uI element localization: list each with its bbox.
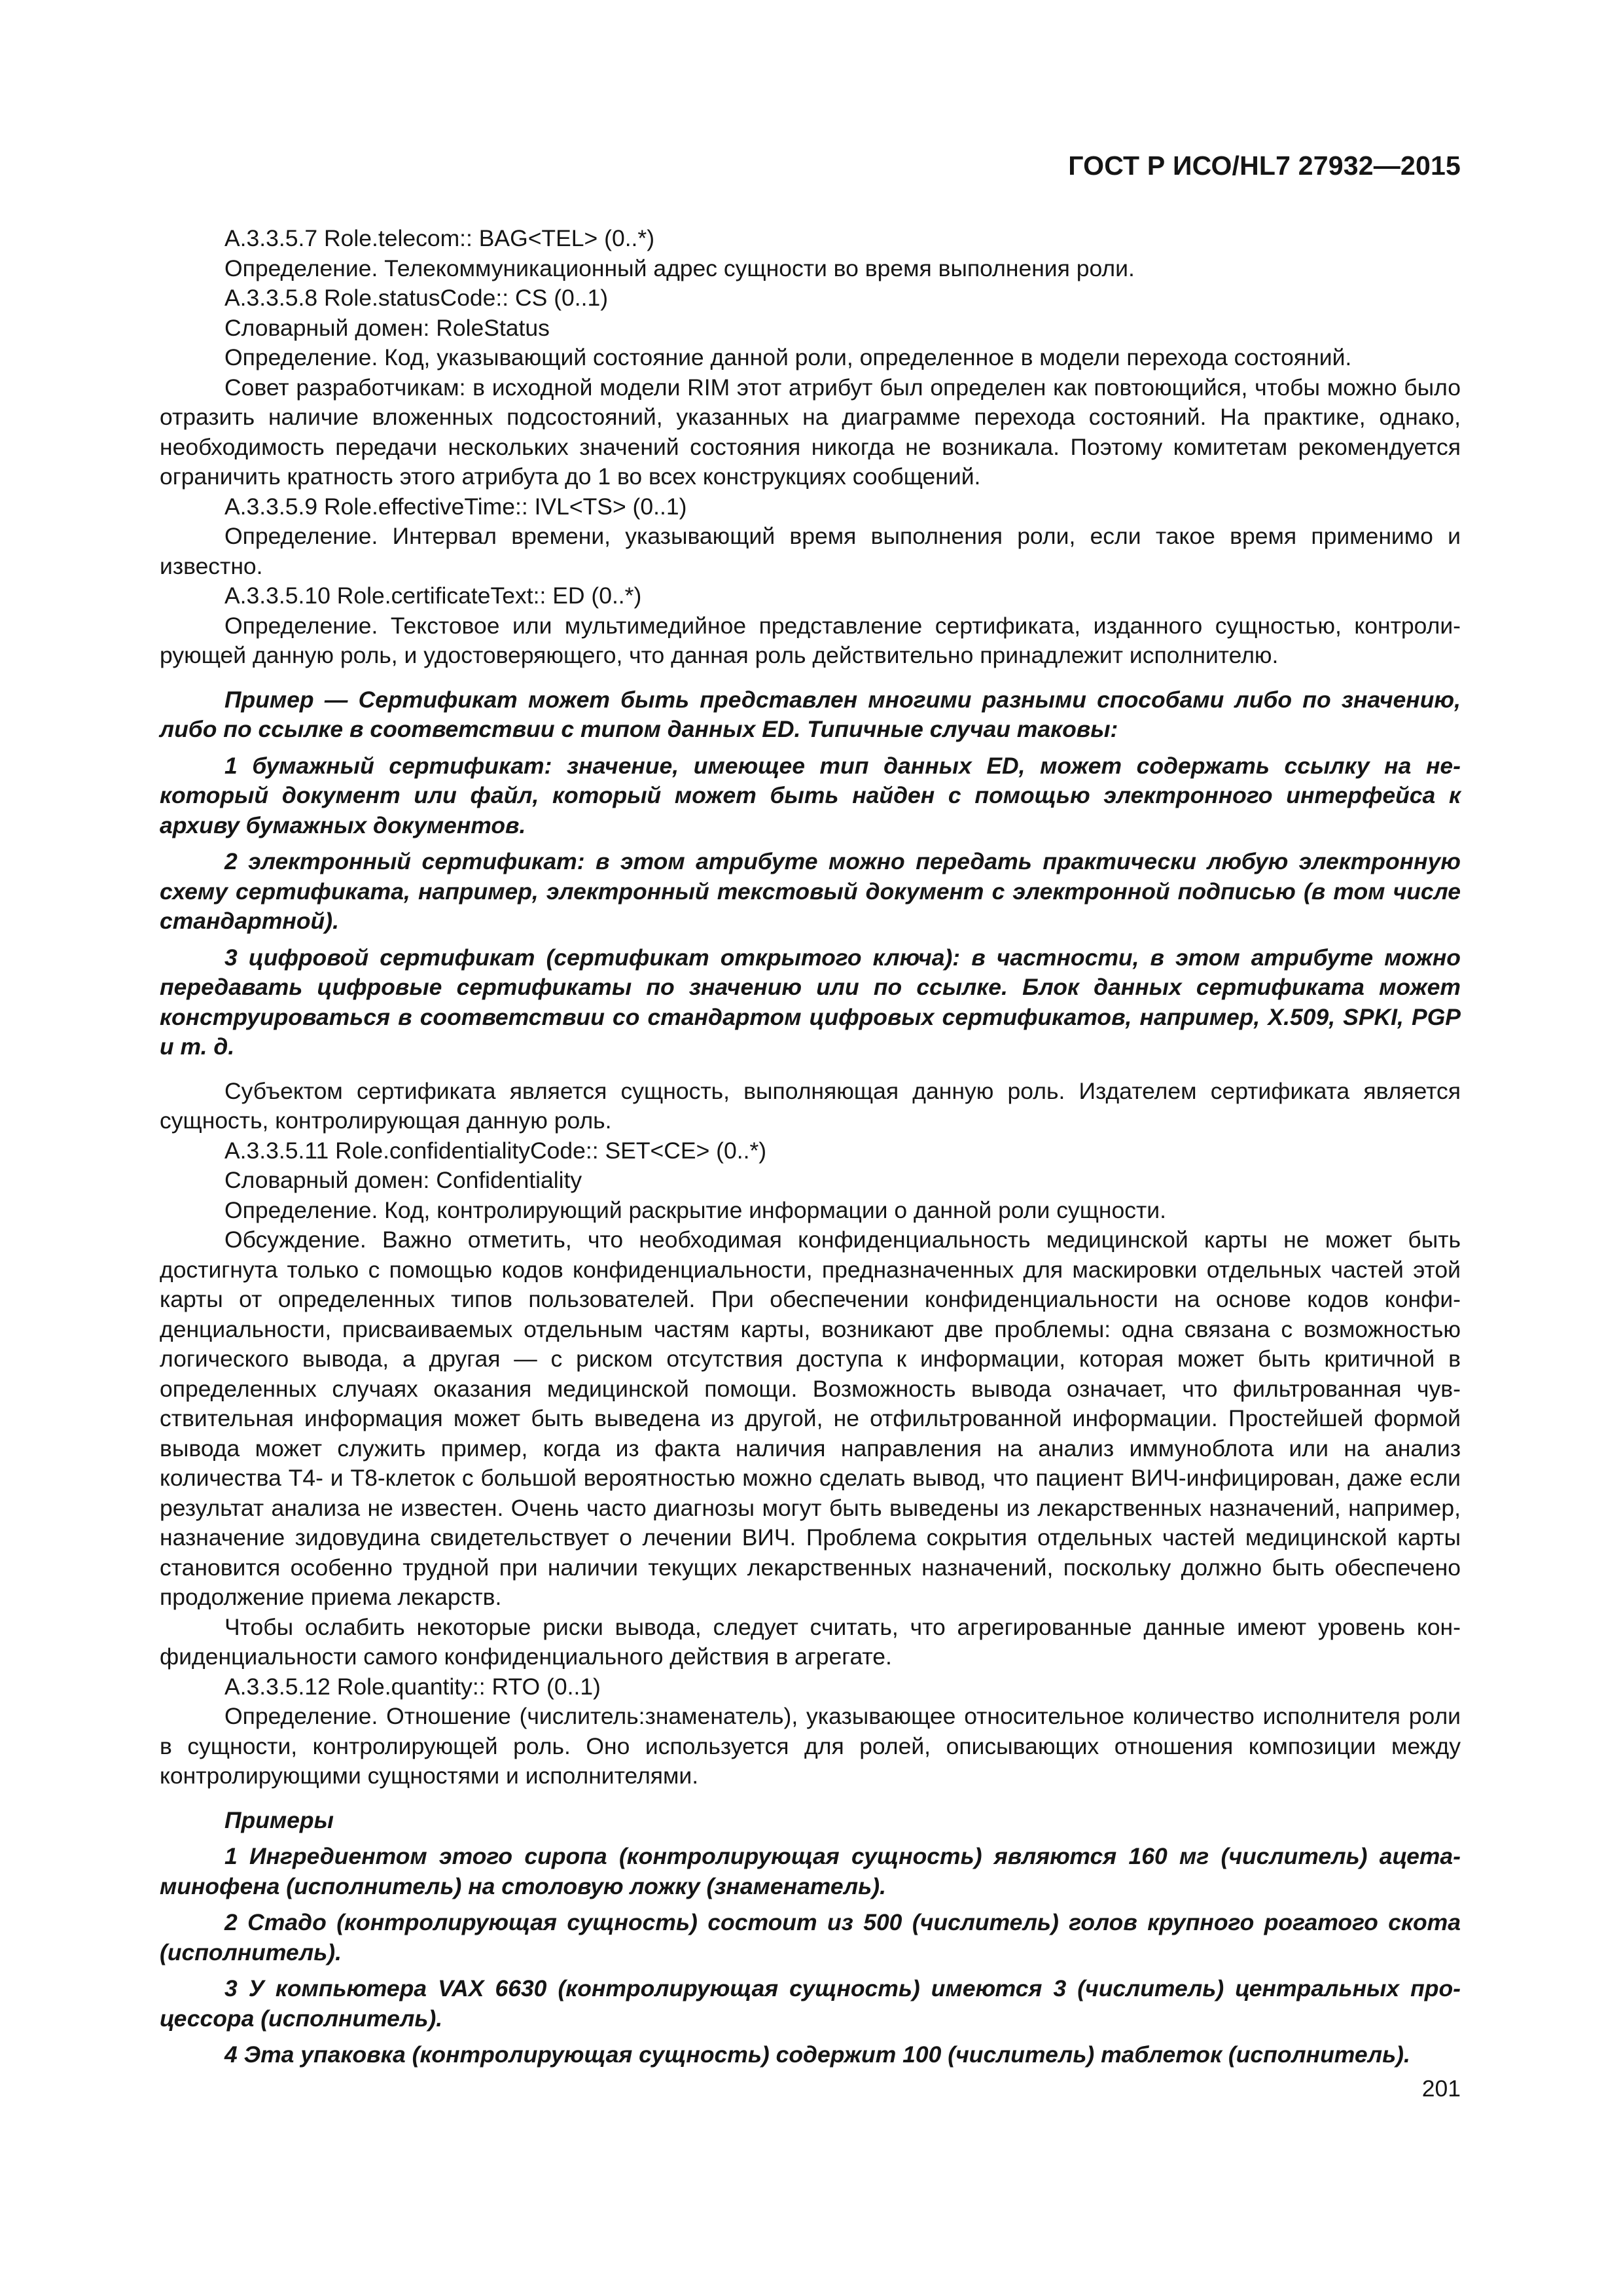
example-item: 1 бумажный сертификат: значение, имеющее тип данных ED, может содержать ссылку на некоторый документ или файл, который может быть найден с помощью электронного интерфейса к архиву бумажных документов. [160,752,1461,838]
discussion-paragraph: Обсуждение. Важно отметить, что необходимая конфиденциальность медицинской карты не может быть достигнута только с помощью кодов конфиденциальности, предназначенных для маскировки отдельных частей этой карты от определенных типов пользователей. При обеспечении конфиденциальности на основе кодов конфиденциальности, присваиваемых отдельным частям карты, возникают две проблемы: одна связана с возможностью логического вывода, а другая — с риском отсутствия доступа к информации, которая может быть критичной в определенных случаях оказания медицинской помощи. Возможность вывода означает, что фильтрованная чувствительная информация может быть выведена из другой, не отфильтрованной информации. Простейшей формой вывода может служить пример, когда из факта наличия направления на анализ иммуноблота или на анализ количества Т4- и Т8-клеток с большой вероятностью можно сделать вывод, что пациент ВИЧ-инфицирован, даже если результат анализа не известен. Очень часто диагнозы могут быть выведены из лекарственных назначений, например, назначение зидовудина свидетельствует о лечении ВИЧ. Проблема сокрытия отдельных частей медицинской карты становится особенно трудной при наличии текущих лекарственных назначений, поскольку должно быть обеспечено продолжение приема лекарств. [160,1227,1461,1610]
example-item: 2 электронный сертификат: в этом атрибуте можно передать практически любую электронную схему сертификата, например, электронный текстовый документ с электронной подписью (в том числе стандартной). [160,848,1461,934]
clause-heading: A.3.3.5.9 Role.effectiveTime:: IVL<TS> (0..1) [224,493,687,520]
definition-paragraph: Определение. Отношение (числитель:знаменатель), указывающее относительное количество исполнителя роли в сущности, контролирующей роль. Оно используется для ролей, описывающих отношения композиции между контролирующими сущностями и исполнителями. [160,1703,1461,1789]
vocabulary-domain: Словарный домен: RoleStatus [224,314,550,341]
clause-heading: A.3.3.5.8 Role.statusCode:: CS (0..1) [224,285,609,311]
clause-heading: A.3.3.5.11 Role.confidentialityCode:: SET<CE> (0..*) [224,1137,767,1164]
example-item: 2 Стадо (контролирующая сущность) состоит из 500 (числитель) голов крупного рогатого скота (исполнитель). [160,1909,1461,1965]
body-paragraph: Субъектом сертификата является сущность, выполняющая данную роль. Издателем сертификата является сущность, контролирующая данную роль. [160,1077,1461,1134]
body-paragraph: Чтобы ослабить некоторые риски вывода, следует считать, что агрегированные данные имеют уровень конфиденциальности самого конфиденциального действия в агрегате. [160,1613,1461,1670]
example-item: 4 Эта упаковка (контролирующая сущность) содержит 100 (числитель) таблеток (исполнитель). [224,2041,1410,2068]
example-item: 3 цифровой сертификат (сертификат открытого ключа): в частности, в этом атрибуте можно передавать цифровые сертификаты по значению или по ссылке. Блок данных сертификата может конструироваться в соответствии со стандартом цифровых сертификатов, например, X.509, SPKI, PGP и т. д. [160,944,1461,1060]
page-number: 201 [1421,2075,1461,2102]
vocabulary-domain: Словарный домен: Confidentiality [224,1167,582,1193]
definition-paragraph: Определение. Код, контролирующий раскрытие информации о данной роли сущности. [224,1196,1166,1223]
clause-heading: A.3.3.5.12 Role.quantity:: RTO (0..1) [224,1673,601,1700]
document-body [160,224,1461,2070]
document-header: ГОСТ Р ИСО/HL7 27932—2015 [1068,151,1461,181]
example-intro: Пример — Сертификат может быть представлен многими разными способами либо по значению, либо по ссылке в соответствии с типом данных ED. Типичные случаи таковы: [160,686,1461,742]
definition-paragraph: Определение. Телекоммуникационный адрес сущности во время выполнения роли. [224,255,1135,281]
clause-heading: A.3.3.5.10 Role.certificateText:: ED (0..*) [224,583,642,609]
definition-paragraph: Определение. Текстовое или мультимедийное представление сертификата, изданного сущностью, контролирующей данную роль, и удостоверяющего, что данная роль действительно принадлежит исполнителю. [160,612,1461,668]
example-item: 1 Ингредиентом этого сиропа (контролирующая сущность) являются 160 мг (числитель) ацетаминофена (исполнитель) на столовую ложку (знаменатель). [160,1843,1461,1899]
examples-heading: Примеры [224,1806,334,1833]
example-item: 3 У компьютера VAX 6630 (контролирующая сущность) имеются 3 (числитель) центральных процессора (исполнитель). [160,1975,1461,2032]
advice-paragraph: Совет разработчикам: в исходной модели RIM этот атрибут был определен как повтоющийся, чтобы можно было отразить наличие вложенных подсостояний, указанных на диаграмме перехода состояний. На практике, однако, необходимость передачи нескольких значений состояния никогда не возникала. Поэтому комитетам рекомендуется ограничить кратность этого атрибута до 1 во всех конструкциях сообщений. [160,374,1461,490]
definition-paragraph: Определение. Интервал времени, указывающий время выполнения роли, если такое время применимо и известно. [160,523,1461,579]
clause-heading: A.3.3.5.7 Role.telecom:: BAG<TEL> (0..*) [224,225,655,251]
definition-paragraph: Определение. Код, указывающий состояние данной роли, определенное в модели перехода состояний. [224,344,1352,370]
